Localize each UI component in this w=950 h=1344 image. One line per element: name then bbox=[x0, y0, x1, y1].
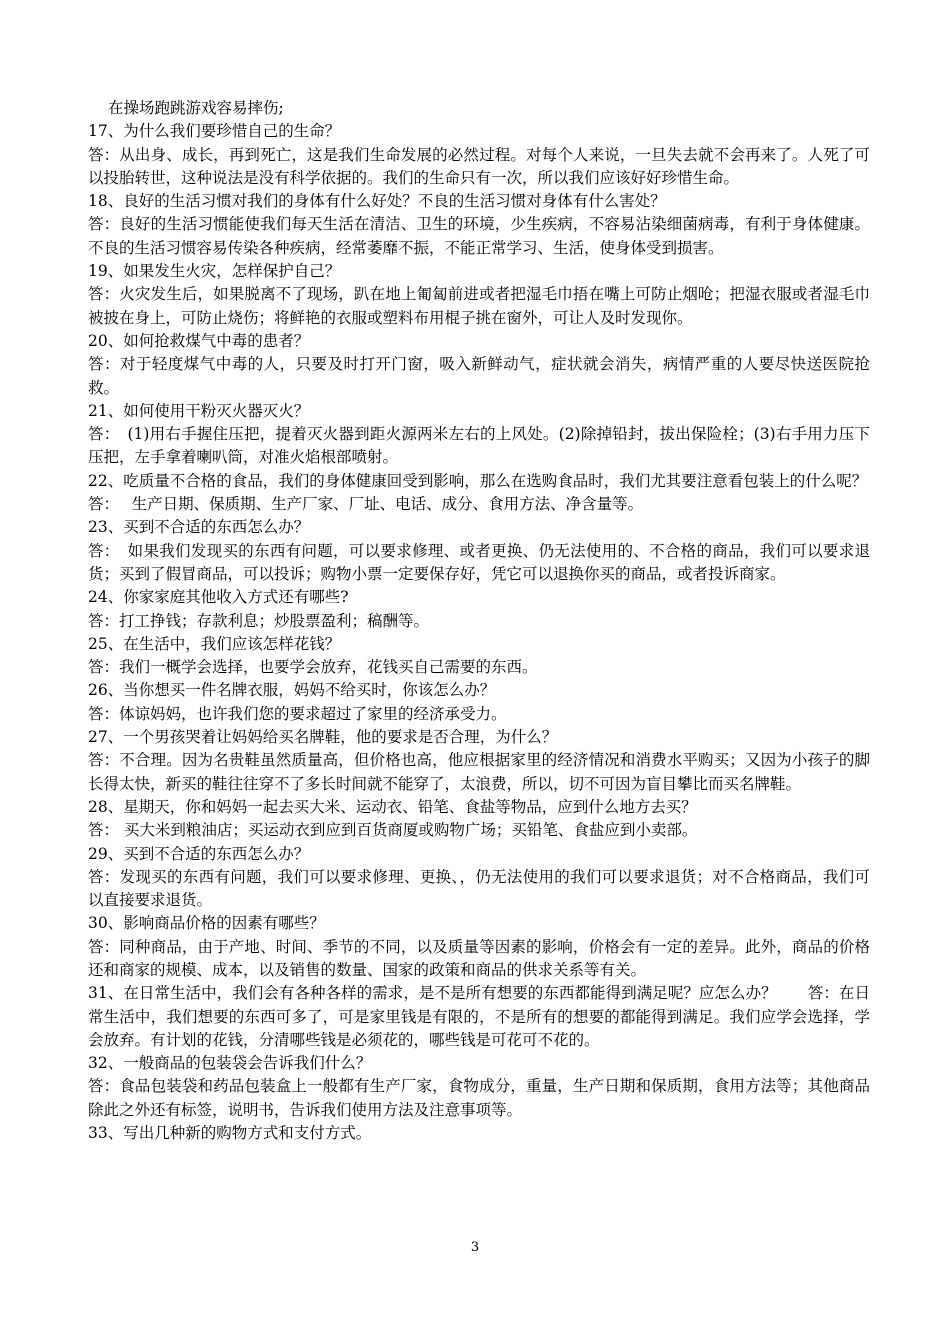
answer-22: 答： 生产日期、保质期、生产厂家、厂址、电话、成分、食用方法、净含量等。 bbox=[88, 495, 644, 514]
question-24: 24、你家家庭其他收入方式还有哪些? bbox=[88, 588, 349, 607]
answer-28: 答： 买大米到粮油店；买运动衣到应到百货商厦或购物广场；买铅笔、食盐应到小卖部。 bbox=[88, 821, 698, 840]
question-32: 32、一般商品的包装袋会告诉我们什么？ bbox=[88, 1054, 372, 1073]
answer-23: 答： 如果我们发现买的东西有问题，可以要求修理、或者更换、仍无法使用的、不合格的商品，我们可以要求退货；买到了假冒商品，可以投诉；购物小票一定要保存好，凭它可以退换你买的商品，或者投诉商家。 bbox=[88, 541, 870, 583]
answer-27: 答：不合理。因为名贵鞋虽然质量高，但价格也高，他应根据家里的经济情况和消费水平购买；又因为小孩子的脚长得太快，新买的鞋往往穿不了多长时间就不能穿了，太浪费，所以，切不可因为盲目攀比而买名牌鞋。 bbox=[88, 751, 870, 793]
question-21: 21、如何使用干粉灭火器灭火？ bbox=[88, 401, 310, 420]
question-25: 25、在生活中，我们应该怎样花钱？ bbox=[88, 634, 341, 653]
question-22: 22、吃质量不合格的食品，我们的身体健康回受到影响，那么在选购食品时，我们尤其要注意看包装上的什么呢？ bbox=[88, 471, 868, 490]
question-19: 19、如果发生火灾，怎样保护自己？ bbox=[88, 262, 341, 281]
question-33: 33、写出几种新的购物方式和支付方式。 bbox=[88, 1124, 372, 1143]
answer-30: 答：同种商品，由于产地、时间、季节的不同，以及质量等因素的影响，价格会有一定的差异。此外，商品的价格还和商家的规模、成本，以及销售的数量、国家的政策和商品的供求关系等有关。 bbox=[88, 937, 870, 979]
answer-29: 答：发现买的东西有问题，我们可以要求修理、更换、，仍无法使用的我们可以要求退货；对不合格商品，我们可以直接要求退货。 bbox=[88, 867, 870, 910]
question-23: 23、买到不合适的东西怎么办？ bbox=[88, 518, 310, 537]
question-30: 30、影响商品价格的因素有哪些？ bbox=[88, 914, 325, 933]
page-number: 3 bbox=[470, 1240, 480, 1255]
answer-18: 答：良好的生活习惯能使我们每天生活在清洁、卫生的环境，少生疾病，不容易沾染细菌病毒，有利于身体健康。不良的生活习惯容易传染各种疾病，经常萎靡不振，不能正常学习、生活，使身体受到损害。 bbox=[88, 215, 870, 257]
paragraph: 在操场跑跳游戏容易摔伤; bbox=[108, 99, 284, 117]
question-28: 28、星期天，你和妈妈一起去买大米、运动衣、铅笔、食盐等物品，应到什么地方去买？ bbox=[88, 797, 697, 816]
answer-21: 答： (1)用右手握住压把，提着灭火器到距火源两米左右的上风处。(2)除掉铅封，拔出保险栓；(3)右手用力压下压把，左手拿着喇叭筒，对准火焰根部喷射。 bbox=[88, 425, 870, 467]
question-29: 29、买到不合适的东西怎么办？ bbox=[88, 844, 310, 863]
answer-17: 答：从出身、成长，再到死亡，这是我们生命发展的必然过程。对每个人来说，一旦失去就不会再来了。人死了可以投胎转世，这种说法是没有科学依据的。我们的生命只有一次，所以我们应该好好珍惜生命。 bbox=[88, 145, 870, 187]
question-26: 26、当你想买一件名牌衣服，妈妈不给买时，你该怎么办？ bbox=[88, 681, 496, 700]
answer-24: 答：打工挣钱；存款利息；炒股票盈利；稿酬等。 bbox=[88, 611, 430, 630]
answer-19: 答：火灾发生后，如果脱离不了现场，趴在地上匍匐前进或者把湿毛巾捂在嘴上可防止烟呛；把湿衣服或者湿毛巾被披在身上，可防止烧伤；将鲜艳的衣服或塑料布用棍子挑在窗外，可让人及时发现你。 bbox=[88, 285, 870, 327]
answer-25: 答：我们一概学会选择，也要学会放弃，花钱买自己需要的东西。 bbox=[88, 658, 538, 677]
answer-26: 答：体谅妈妈，也许我们您的要求超过了家里的经济承受力。 bbox=[88, 704, 507, 723]
question-27: 27、一个男孩哭着让妈妈给买名牌鞋，他的要求是否合理，为什么？ bbox=[88, 728, 558, 747]
answer-32: 答：食品包装袋和药品包装盒上一般都有生产厂家，食物成分，重量，生产日期和保质期，食用方法等；其他商品除此之外还有标签，说明书，告诉我们使用方法及注意事项等。 bbox=[88, 1077, 870, 1119]
question-18: 18、良好的生活习惯对我们的身体有什么好处？不良的生活习惯对身体有什么害处？ bbox=[88, 192, 666, 211]
question-31: 31、在日常生活中，我们会有各种各样的需求，是不是所有想要的东西都能得到满足呢？应怎么办？ 答：在日常生活中，我们想要的东西可多了，可是家里钱是有限的，不是所有的想要的都能得到满足。我们应学会选择，学会放弃。有计划的花钱，分清哪些钱是必须花的，哪些钱是可花可不花的。 bbox=[88, 984, 870, 1049]
document-body bbox=[88, 97, 870, 1145]
question-20: 20、如何抢救煤气中毒的患者？ bbox=[88, 331, 310, 350]
question-17: 17、为什么我们要珍惜自己的生命？ bbox=[88, 122, 341, 141]
answer-20: 答：对于轻度煤气中毒的人，只要及时打开门窗，吸入新鲜动气，症状就会消失，病情严重的人要尽快送医院抢救。 bbox=[88, 355, 870, 397]
